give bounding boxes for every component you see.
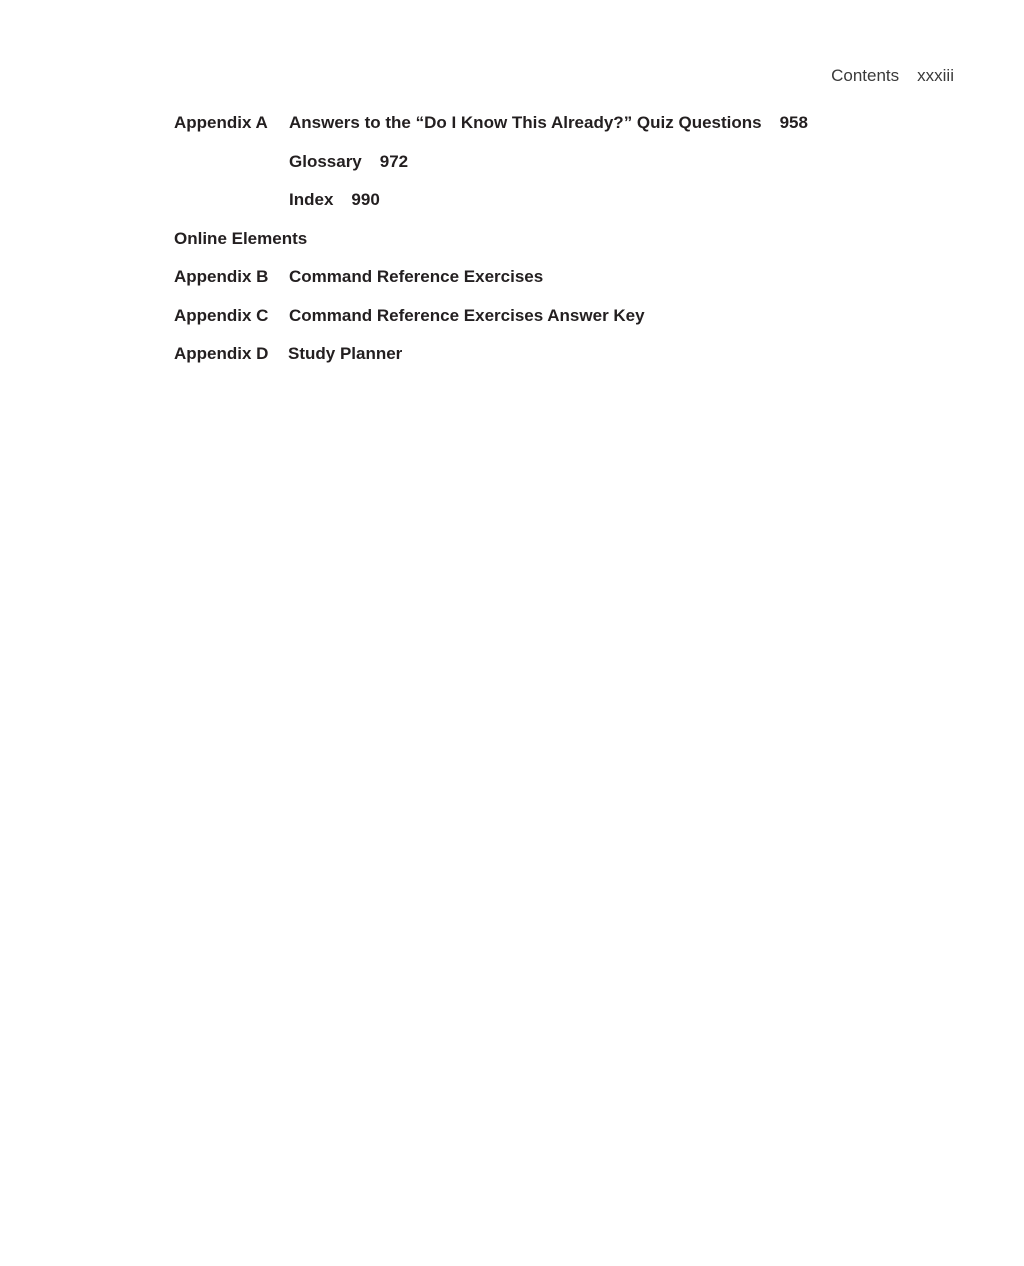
toc-entry-page: 990 [351,190,380,209]
toc-entry-title: Command Reference Exercises Answer Key [289,306,645,325]
toc-entry-page: 958 [779,113,808,132]
toc-entry-title: Index [289,190,334,209]
toc-entry-title-wrap [289,113,808,133]
toc-entry-label: Appendix A [174,113,268,132]
running-head-section: Contents [831,66,900,85]
toc-entry-title: Answers to the “Do I Know This Already?” Quiz Questions [289,113,762,132]
toc-entry-page: 972 [379,152,409,171]
toc-entry-label: Appendix D [174,344,269,363]
toc-entry-appendix-a [174,113,808,133]
toc-entry-label: Appendix C [174,306,269,325]
toc-entry-label: Appendix B [174,267,269,286]
toc-entry-appendix-d [174,344,403,364]
toc-entry-appendix-b [174,267,544,287]
page-number: xxxiii [917,66,954,85]
toc-entry-glossary [289,152,408,172]
toc-entry-appendix-c [174,306,645,326]
toc-section-online-elements [174,229,307,249]
running-head [831,66,954,86]
toc-entry-title: Command Reference Exercises [289,267,544,286]
toc-entry-title: Glossary [289,152,362,171]
toc-entry-title: Study Planner [288,344,403,363]
toc-entry-index [289,190,380,210]
toc-section-title: Online Elements [174,229,308,248]
